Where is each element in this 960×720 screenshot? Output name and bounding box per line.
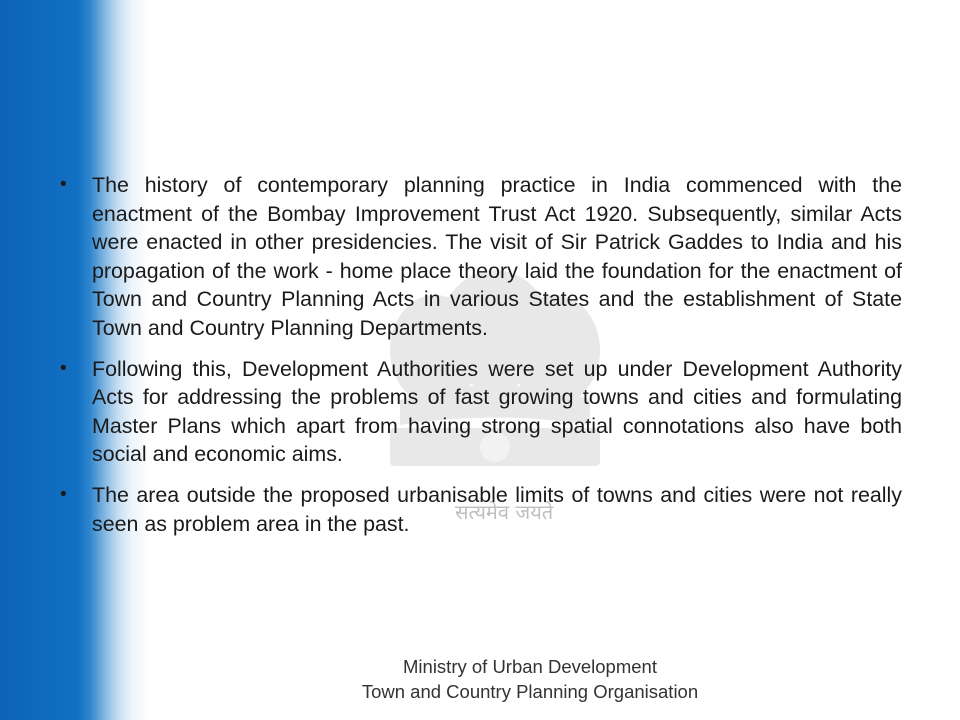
ministry-name: Ministry of Urban Development xyxy=(403,656,657,677)
bullet-dot-icon: • xyxy=(60,483,67,505)
footer-organisation xyxy=(330,654,730,704)
bullet-dot-icon: • xyxy=(60,174,67,195)
bullet-item xyxy=(58,355,902,469)
bullet-item xyxy=(58,171,902,343)
bullet-text: The history of contemporary planning practice in India commenced with the enactment of the Bombay Improvement Trust Act 1920. Subsequently, similar Acts were enacted in other presidencies. The visit of Sir Patrick Gaddes to India and his propagation of the work - home place theory laid the foundation for the enactment of Town and Country Planning Acts in various States and the establishment of State Town and Country Planning Departments. xyxy=(92,173,902,340)
bullet-text: Following this, Development Authorities were set up under Development Authority Acts for addressing the problems of fast growing towns and cities and formulating Master Plans which apart from having strong spatial connotations also have both social and economic aims. xyxy=(92,356,902,467)
organisation-name: Town and Country Planning Organisation xyxy=(361,681,699,702)
bullet-dot-icon: • xyxy=(60,357,67,379)
bullet-list xyxy=(58,171,902,550)
emblem-motto: सत्यमेव जयते xyxy=(455,500,554,524)
bullet-text: The area outside the proposed urbanisable limits of towns and cities were not really seen as problem area in the past. xyxy=(92,482,902,536)
bullet-item xyxy=(58,481,902,538)
